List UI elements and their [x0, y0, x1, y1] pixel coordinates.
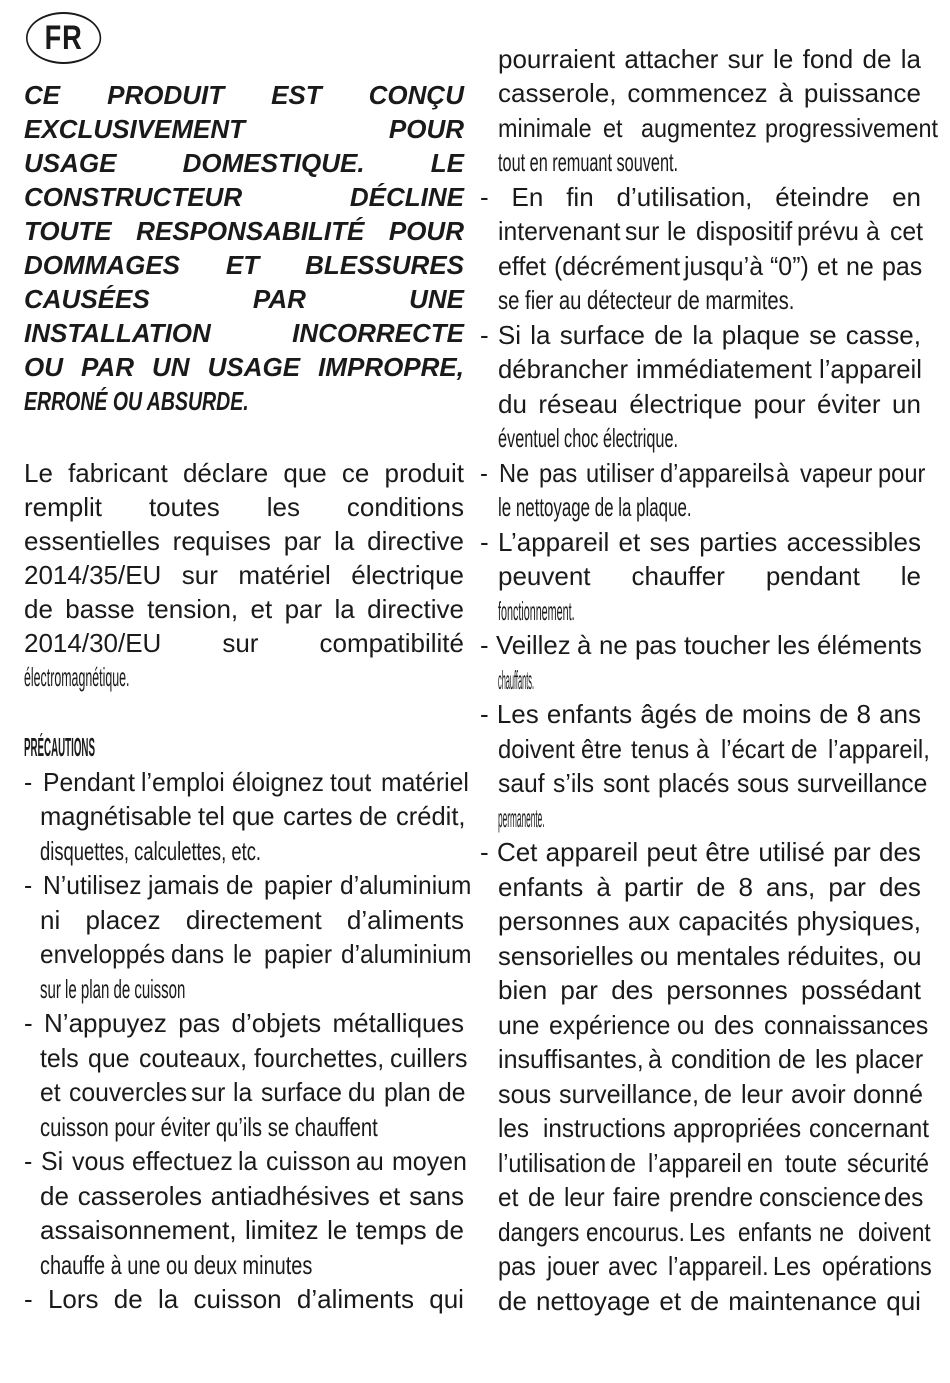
- precaution-bullet-line: - N’appuyez pas d’objets métalliques: [24, 1008, 464, 1038]
- warning-line: DOMMAGES ET BLESSURES: [24, 250, 464, 280]
- precaution-line: et couvercles sur la surface du plan de: [40, 1077, 466, 1107]
- declaration-line: électromagnétique.: [24, 662, 130, 692]
- declaration-line: remplit toutes les conditions: [24, 492, 464, 522]
- precaution-line: l’utilisation de l’appareil en toute sécurité: [498, 1148, 930, 1178]
- precaution-line: sauf s’ils sont placés sous surveillance: [498, 768, 928, 798]
- precaution-line: fonctionnement.: [498, 596, 575, 626]
- precaution-line: minimale et augmentez progressivement: [498, 113, 939, 143]
- precaution-line: doivent être tenus à l’écart de l’appareil,: [498, 734, 930, 764]
- warning-line: INSTALLATION INCORRECTE: [24, 318, 464, 348]
- precaution-line: intervenant sur le dispositif prévu à cet: [498, 216, 923, 246]
- precaution-line: chauffe à une ou deux minutes: [40, 1250, 313, 1280]
- precaution-line: du réseau électrique pour éviter un: [498, 389, 921, 419]
- precaution-line: tels que couteaux, fourchettes, cuillers: [40, 1043, 468, 1073]
- precaution-bullet-line: - Si vous effectuez la cuisson au moyen: [24, 1146, 467, 1176]
- precaution-line: magnétisable tel que cartes de crédit,: [40, 801, 466, 831]
- precaution-line: permanente.: [498, 803, 545, 833]
- warning-line: ERRONÉ OU ABSURDE.: [24, 386, 249, 416]
- precaution-line: tout en remuant souvent.: [498, 147, 679, 177]
- precaution-bullet-line: - L’appareil et ses parties accessibles: [480, 527, 921, 557]
- precaution-line: et de leur faire prendre conscience des: [498, 1182, 924, 1212]
- precaution-line: sous surveillance, de leur avoir donné: [498, 1079, 924, 1109]
- precaution-line: dangers encourus. Les enfants ne doivent: [498, 1217, 931, 1247]
- precaution-line: les instructions appropriées concernant: [498, 1113, 930, 1143]
- precaution-bullet-line: - Ne pas utiliser d’appareils à vapeur pour: [480, 458, 926, 488]
- precaution-bullet-line: - N’utilisez jamais de papier d’aluminium: [24, 870, 471, 900]
- precaution-bullet-line: - Veillez à ne pas toucher les éléments: [480, 630, 922, 660]
- precaution-bullet-line: - Si la surface de la plaque se casse,: [480, 320, 921, 350]
- declaration-line: 2014/30/EU sur compatibilité: [24, 628, 464, 658]
- precaution-line: une expérience ou des connaissances: [498, 1010, 929, 1040]
- precaution-line: pas jouer avec l’appareil. Les opérations: [498, 1251, 932, 1281]
- warning-line: USAGE DOMESTIQUE. LE: [24, 148, 464, 178]
- declaration-line: Le fabricant déclare que ce produit: [24, 458, 464, 488]
- precaution-line: chauffants.: [498, 665, 534, 695]
- precautions-title: PRÉCAUTIONS: [24, 732, 95, 762]
- precaution-line: se fier au détecteur de marmites.: [498, 285, 795, 315]
- warning-line: CAUSÉES PAR UNE: [24, 284, 464, 314]
- precaution-line: sensorielles ou mentales réduites, ou: [498, 941, 922, 971]
- precaution-line: effet (décrément jusqu’à “0”) et ne pas: [498, 251, 923, 281]
- precaution-line: cuisson pour éviter qu’ils se chauffent: [40, 1112, 378, 1142]
- precaution-line: casserole, commencez à puissance: [498, 78, 921, 108]
- precaution-bullet-line: - Cet appareil peut être utilisé par des: [480, 837, 921, 867]
- precaution-line: assaisonnement, limitez le temps de: [40, 1215, 464, 1245]
- precaution-line: pourraient attacher sur le fond de la: [498, 44, 921, 74]
- precaution-line: éventuel choc électrique.: [498, 423, 679, 453]
- precaution-line: ni placez directement d’aliments: [40, 905, 464, 935]
- precaution-line: de casseroles antiadhésives et sans: [40, 1181, 464, 1211]
- language-badge: FR: [26, 12, 101, 64]
- warning-line: OU PAR UN USAGE IMPROPRE,: [24, 352, 464, 382]
- precaution-line: sur le plan de cuisson: [40, 974, 186, 1004]
- declaration-line: essentielles requises par la directive: [24, 526, 464, 556]
- warning-line: EXCLUSIVEMENT POUR: [24, 114, 464, 144]
- warning-line: CE PRODUIT EST CONÇU: [24, 80, 464, 110]
- precaution-bullet-line: - Pendant l’emploi éloignez tout matériel: [24, 767, 469, 797]
- precaution-line: de nettoyage et de maintenance qui: [498, 1286, 921, 1316]
- declaration-line: de basse tension, et par la directive: [24, 594, 464, 624]
- precaution-line: débrancher immédiatement l’appareil: [498, 354, 923, 384]
- declaration-line: 2014/35/EU sur matériel électrique: [24, 560, 464, 590]
- warning-line: CONSTRUCTEUR DÉCLINE: [24, 182, 464, 212]
- precaution-line: peuvent chauffer pendant le: [498, 561, 921, 591]
- precaution-line: bien par des personnes possédant: [498, 975, 921, 1005]
- precaution-bullet-line: - Les enfants âgés de moins de 8 ans: [480, 699, 921, 729]
- precaution-line: le nettoyage de la plaque.: [498, 492, 692, 522]
- warning-line: TOUTE RESPONSABILITÉ POUR: [24, 216, 464, 246]
- precaution-line: enveloppés dans le papier d’aluminium: [40, 939, 472, 969]
- precaution-bullet-line: - Lors de la cuisson d’aliments qui: [24, 1284, 464, 1314]
- precaution-line: disquettes, calculettes, etc.: [40, 836, 262, 866]
- precaution-line: personnes aux capacités physiques,: [498, 906, 921, 936]
- precaution-line: enfants à partir de 8 ans, par des: [498, 872, 921, 902]
- precaution-line: insuffisantes, à condition de les placer: [498, 1044, 924, 1074]
- precaution-bullet-line: - En fin d’utilisation, éteindre en: [480, 182, 921, 212]
